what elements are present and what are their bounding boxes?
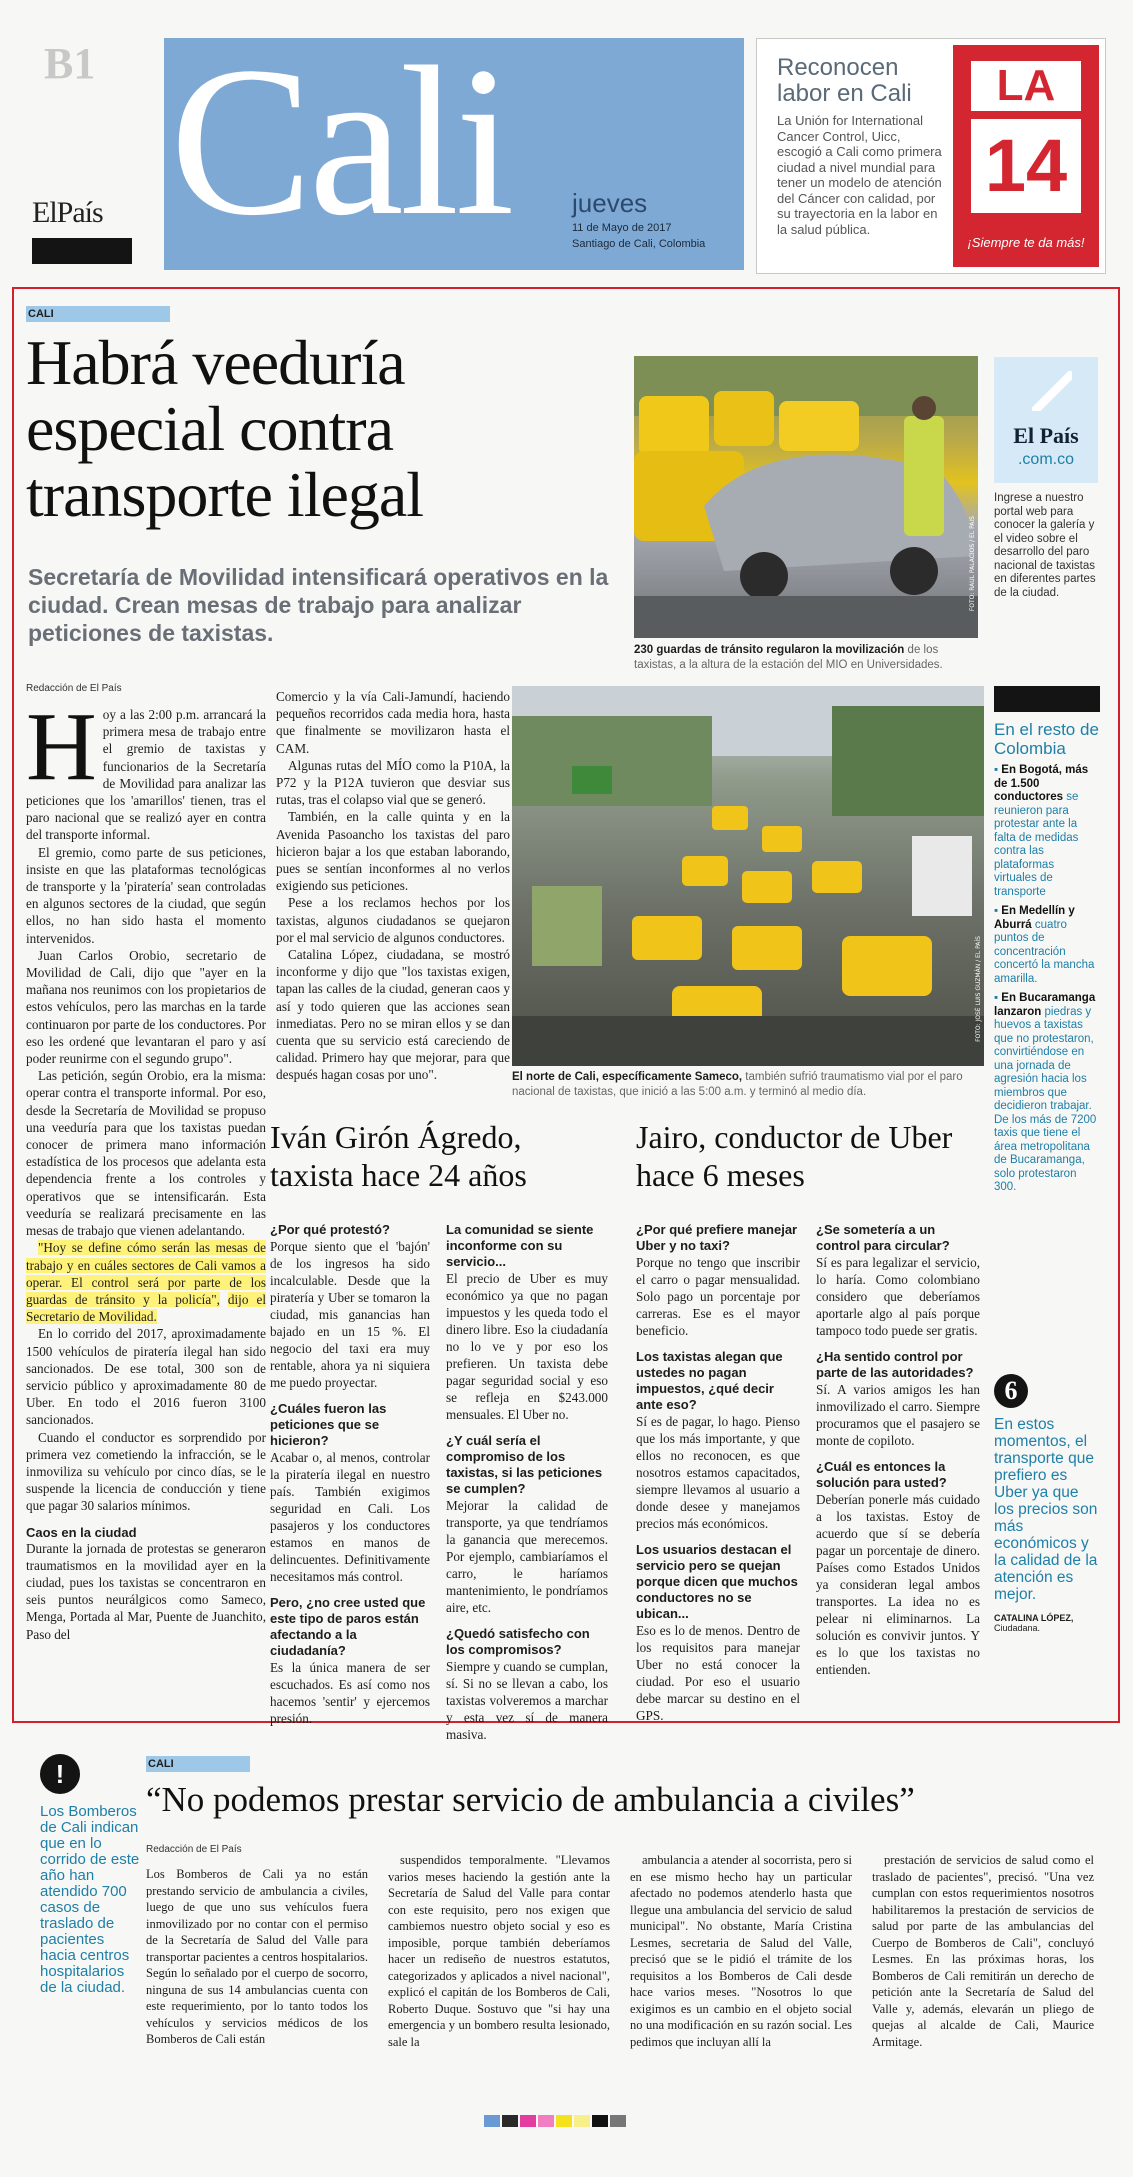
question: Los taxistas alegan que ustedes no pagan impuestos, ¿qué decir ante eso? [636,1349,783,1412]
col1-para: Las petición, según Orobio, era la misma: operar contra el transporte informal. Por eso, desde la Secretaría de Movilidad se propuso una veeduría para que los taxistas puedan conocer de primera mano información estadística de los procesos que adelanta esta dependencia frente a los controles y operativos que se intensificarán. Esta veeduría se realizará precisamente en las mesas de trabajo que vienen adelantando. [26,1068,266,1239]
color-chip [592,2115,608,2127]
day: jueves [572,188,648,218]
col2-para: Algunas rutas del MÍO como la P10A, la P72 y la P12A tuvieron que desviar sus rutas, tras el colapso vial que se generó. [276,757,510,808]
sidebar-item: ▪ En Bogotá, más de 1.500 conductores se reunieron para protestar ante la falta de medidas contra las plataformas virtuales de transporte [994,764,1089,898]
answer: Acabar o, al menos, controlar la piratería ilegal en nuestro país. También exigimos seguridad en Cali. Los pasajeros y los conductores estamos en manos de delincuentes. Definitivamente necesitamos más control. [270,1450,430,1584]
highlighted-quote [26,1239,266,1325]
sidebar-item: ▪ En Medellín y Aburrá cuatro puntos de concentración concertó la mancha amarilla. [994,905,1095,985]
promo-text: La Unión for International Cancer Control, Uicc, escogió a Cali como primera ciudad a nivel mundial para tener un modelo de atención del Cáncer con calidad, por su trayectoria en la labor en la salud pública. [777,113,942,237]
answer: Es la única manera de ser escuchados. Es así como nos hacemos 'sentir' y ejercemos presión. [270,1660,430,1726]
photo1-caption [634,643,978,673]
interview1-title: Iván Girón Ágredo, taxista hace 24 años [270,1119,527,1193]
question: Pero, ¿no cree usted que este tipo de paros están afectando a la ciudadanía? [270,1595,426,1658]
photo1-credit: FOTO: RAÚL PALACIOS / EL PAÍS [969,516,976,612]
main-headline: Habrá veeduría especial contra transporte ilegal [26,327,424,530]
bottom-column: prestación de servicios de salud como el traslado de pacientes", precisó. "Una vez cumplan con estos requerimientos nosotros habilitaremos la prestación de servicios de salud por parte de las ambulancias del Cuerpo de Bomberos de Cali", concluyó Lesmes. En las próximas horas, los Bomberos de Cali remitirán un derecho de petición ante la Secretaría de Salud del Valle y, además, elevarán un pliego de quejas al alcalde de Cali, Maurice Armitage. [872,1853,1094,2049]
interview2-col-a [636,1222,800,1724]
col1-para: oy a las 2:00 p.m. arrancará la primera mesa de trabajo entre el gremio de taxistas y funcionarios de la Secretaría de Movilidad para analizar las peticiones que los 'amarillos' tienen, tras el paro nacional que se realizó ayer en contra del transporte informal. [26,707,266,843]
main-byline: Redacción de El País [26,683,122,694]
photo-traffic-jam-image [512,686,984,1066]
question: La comunidad se siente inconforme con su servicio... [446,1222,594,1269]
sidebar-item-text: piedras y huevos a taxistas que no protestaron, convirtiéndose en una jornada de agresión hacia los miembros que decidieron trabajar. De los más de 7200 taxis que tiene el área metropolitana de Bucaramanga, solo protestaron 300. [994,1005,1097,1193]
section-banner [164,38,744,270]
col2-para: Catalina López, ciudadana, se mostró inconforme y dijo que "los taxistas exigen, tapan las calles de la ciudad, generan caos y así y todo quieren que las acciones sean inmediatas. Pero no se miran ellos y se dan cuenta que su servicio está careciendo de calidad. Primero hay que mejorar, para que después hagan cosas por uno". [276,947,510,1083]
answer: Porque siento que el 'bajón' de los ingresos ha sido incalculable. Desde que la piratería y Uber se tomaron la ciudad, mis ganancias han bajado en un 15 %. El negocio del taxi era muy rentable, ahora ya ni siquiera me puedo proyectar. [270,1239,430,1390]
photo-traffic-guards-image [634,356,978,638]
answer: Deberían ponerle más cuidado a los taxistas. Estoy de acuerdo que sí se debería pagar un porcentaje de dinero. Países como Estados Unidos ya consideran legal ambos transportes. La idea no es pelear ni eliminarnos. La solución es convivir juntos. Y es lo que los taxistas no entienden. [816,1492,980,1677]
alert-text: Los Bomberos de Cali indican que en lo corrido de este año han atendido 700 casos de traslado de pacientes hacia centros hospitalarios de la ciudad. [40,1803,140,1996]
photo2-caption [512,1070,984,1100]
sidebar-item-bold: En Medellín y Aburrá [994,905,1075,931]
main-column-2 [276,688,510,1084]
quote-box [994,1374,1102,1633]
color-chip [574,2115,590,2127]
photo2-caption-bold: El norte de Cali, específicamente Sameco, [512,1071,743,1083]
masthead-black-bar [32,238,132,264]
question: ¿Por qué prefiere manejar Uber y no taxi? [636,1222,798,1253]
col2-para: Pese a los reclamos hechos por los taxistas, algunos ciudadanos se quejaron por el mal servicio de algunos conductores. [276,895,510,945]
sidebar-title: En el resto de Colombia [994,720,1099,758]
alert-box [40,1754,140,1996]
color-chip [610,2115,626,2127]
interview1-col-b [446,1222,608,1743]
quote-mark-icon: 6 [994,1374,1028,1408]
photo-traffic-jam [512,686,984,1066]
col1-para: Cuando el conductor es sorprendido por primera vez cometiendo la infracción, se le inmoviliza su vehículo por cinco días, se le suspende la licencia de conducción y tiene que pagar 30 salarios mínimos. [26,1429,266,1514]
highlight-tail: dijo el Secretario de Movilidad. [26,1291,266,1325]
question: ¿Y cuál sería el compromiso de los taxistas, si las peticiones se cumplen? [446,1433,603,1496]
highlight-quote: "Hoy se define cómo serán las mesas de trabajo y en cuáles sectores de Cali vamos a operar. El control será por parte de los guardas de tránsito y la policía", [26,1240,266,1307]
bottom-column: ambulancia a atender al socorrista, pero si en ese mismo hecho hay un particular afectado no podemos atenderlo hasta que llegue una ambulancia del servicio de salud municipal". No obstante, María Cristina Lesmes, secretaria de Salud del Valle, precisó que se le pidió el trámite de los requisitos a los Bomberos de Cali desde hace varios meses. "Nosotros lo que exigimos es un cambio en el objeto social no una modificación en su razón social. Les pedimos que incluyan allí la [630,1853,852,2049]
bottom-byline: Redacción de El País [146,1844,242,1855]
paper-logo: ElPaís [32,196,103,229]
main-column-1 [26,693,266,1643]
section-title: Cali [170,38,511,260]
web-promo-text: Ingrese a nuestro portal web para conocer la galería y el video sobre el desarrollo del paro nacional de taxistas en diferentes partes de la ciudad. [994,492,1096,599]
question: ¿Cuáles fueron las peticiones que se hicieron? [270,1401,387,1448]
la14-logo [953,45,1099,267]
la14-slogan: ¡Siempre te da más! [967,235,1085,250]
sidebar-item-bold: En Bogotá, más de 1.500 conductores [994,764,1089,803]
answer: Sí es de pagar, lo hago. Pienso que los más importante, y que ellos no reconocen, es que nosotros estamos capacitados, siempre llevamos al usuario a donde desee y manejamos precios más económicos. [636,1414,800,1531]
color-chip [556,2115,572,2127]
question: ¿Cuál es entonces la solución para usted? [816,1459,947,1490]
main-kicker: CALI [26,306,170,322]
photo1-caption-text: de los taxistas, a la altura de la estación del MIO en Universidades. [634,644,943,671]
bottom-column: Los Bomberos de Cali ya no están prestando servicio de ambulancia a civiles, luego de que uno sus vehículos fuera inmovilizado por no contar con el permiso de la Secretaría de Salud del Valle para transportar pacientes a centros hospitalarios. Según lo señalado por el cuerpo de socorro, ninguna de sus 14 ambulancias cuenta con este requerimiento, por lo tanto todos los vehículos y servicios médicos de los Bomberos de Cali están [146,1867,368,2046]
question: Los usuarios destacan el servicio pero se quejan porque dicen que muchos conductores no se ubican... [636,1542,798,1621]
print-color-bar [484,2112,654,2126]
caos-para: Durante la jornada de protestas se generaron traumatismos en la movilidad ayer en la ciudad, pues los taxistas se concentraron en seis puntos neurálgicos como Sameco, Menga, Portada al Mar, Puente de Juanchito, Paso del [26,1540,266,1642]
interview2-title: Jairo, conductor de Uber hace 6 meses [636,1119,953,1193]
photo1-caption-bold: 230 guardas de tránsito regularon la movilización [634,644,905,656]
web-logo-mark [1032,371,1072,411]
la14-line1: LA [971,61,1081,111]
color-chip [502,2115,518,2127]
sidebar-item-text: cuatro puntos de concentración concertó la mancha amarilla. [994,918,1095,985]
answer: Siempre y cuando se cumplan, sí. Si no se llevan a cabo, los taxistas volveremos a marchar y esta vez sí de manera masiva. [446,1659,608,1742]
sidebar-item-text: se reunieron para protestar ante la falta de medidas contra las plataformas virtuales de transporte [994,791,1079,898]
promo-title: Reconocen labor en Cali [777,54,912,107]
masthead [0,0,1133,278]
quote-name: CATALINA LÓPEZ, [994,1613,1074,1623]
subhead-caos: Caos en la ciudad [26,1524,137,1540]
web-domain: .com.co [1017,451,1074,468]
bottom-headline: “No podemos prestar servicio de ambulancia a civiles” [146,1780,915,1819]
question: ¿Ha sentido control por parte de las autoridades? [816,1349,974,1380]
sidebar [994,720,1100,1195]
page-number: B1 [44,39,96,88]
photo2-caption-text: también sufrió traumatismo vial por el paro nacional de taxistas, que inició a las 5:00 a.m. y terminó al medio día. [512,1071,963,1098]
sidebar-header-bar [994,686,1100,712]
answer: Sí es para legalizar el servicio, lo haría. Como colombiano considero que deberíamos aportarle algo al país porque tampoco todo puede ser gratis. [816,1255,980,1338]
date: 11 de Mayo de 2017 [572,222,672,234]
col1-para: El gremio, como parte de sus peticiones, insiste en que las plataformas tecnológicas de transporte y la 'piratería' sean controladas en algunos sectores de la ciudad, que según ellos, no han sido hasta el momento intervenidos. [26,844,266,946]
web-brand: El País [1013,423,1079,448]
photo2-credit: FOTO: JOSÉ LUIS GUZMÁN / EL PAÍS [975,936,982,1042]
color-chip [484,2115,500,2127]
interview1-col-a [270,1222,430,1727]
col2-para: Comercio y la vía Cali-Jamundí, haciendo pequeños recorridos cada media hora, hasta que finalmente se movilizaron hasta el CAM. [276,689,510,756]
answer: Porque no tengo que inscribir el carro o pagar mensualidad. Solo pago un porcentaje por carreras. Ese es el mayor beneficio. [636,1255,800,1338]
bottom-kicker: CALI [146,1756,250,1772]
promo-box [756,38,1106,274]
question: ¿Quedó satisfecho con los compromisos? [446,1626,590,1657]
sidebar-item: ▪ En Bucaramanga lanzaron piedras y huevos a taxistas que no protestaron, convirtiéndose en una jornada de agresión hacia los miembros que decidieron trabajar. De los más de 7200 taxis que tiene el área metropolitana de Bucaramanga, solo protestaron 300. [994,992,1097,1193]
question: ¿Por qué protestó? [270,1222,390,1237]
bottom-column: suspendidos temporalmente. "Llevamos varios meses haciendo la gestión ante la Secretaría de Salud del Valle para contar con este requisito, pero nos exigen que cambiemos nuestro objeto social y eso es imposible, porque también deberíamos hacer un rediseño de nuestros estatutos, categorizados y aplicados a nivel nacional", explicó el capitán de los Bomberos de Cali, Roberto Duque. Sostuvo que "si hay una emergencia y un bombero resulta lesionado, sale la [388,1853,610,2049]
photo-traffic-guards [634,356,978,638]
alert-icon: ! [40,1754,80,1794]
answer: Mejorar la calidad de transporte, ya que tendríamos la ganancia que merecemos. Por ejemplo, cambiaríamos el carro, le haríamos mantenimiento, le pondríamos aire, etc. [446,1498,608,1615]
interview2-col-b [816,1222,980,1678]
answer: Sí. A varios amigos les han inmovilizado el carro. Siempre procuramos que el pasajero se monte de copiloto. [816,1382,980,1448]
question: ¿Se sometería a un control para circular? [816,1222,950,1253]
web-logo [994,357,1098,483]
place: Santiago de Cali, Colombia [572,238,706,250]
col1-para: En lo corrido del 2017, aproximadamente 1500 vehículos de piratería ilegal han sido sancionados. De ese total, 300 son de servicio público y aproximadamente 80 de Uber. En todo el 2016 fueron 3100 sancionados. [26,1326,266,1428]
quote-role: Ciudadana. [994,1623,1041,1633]
answer: El precio de Uber es muy económico ya que no pagan impuestos y les queda todo el dinero libre. Eso la ciudadanía no lo ve y por eso los prefieren. Un taxista debe pagar seguridad social y eso se refleja en $243.000 mensuales. El Uber no. [446,1271,608,1422]
quote-text: En estos momentos, el transporte que prefiero es Uber ya que los precios son más económicos y la calidad de la atención es mejor. [994,1416,1098,1603]
main-subhead: Secretaría de Movilidad intensificará operativos en la ciudad. Crean mesas de trabajo para analizar peticiones de taxistas. [28,564,609,646]
la14-line2: 14 [971,119,1081,213]
color-chip [538,2115,554,2127]
answer: Eso es lo de menos. Dentro de los requisitos para manejar Uber no está conocer la ciudad. Por eso el usuario debe marcar su destino en el GPS. [636,1623,800,1723]
sidebar-item-bold: En Bucaramanga lanzaron [994,992,1096,1018]
dropcap: H [26,693,97,801]
color-chip [520,2115,536,2127]
col1-para: Juan Carlos Orobio, secretario de Movilidad de Cali, dijo que "ayer en la mañana nos reunimos con los propietarios de estos vehículos, pero las marchas en la tarde continuaron por parte de los conductores. Por eso les ordené que levantaran el paro y así poder reunirme con el segundo grupo". [26,947,266,1067]
col2-para: También, en la calle quinta y en la Avenida Pasoancho los taxistas del paro hicieron bajar a los que estaban laborando, pues se sentían inconformes al no verlos exigiendo sus peticiones. [276,809,510,894]
